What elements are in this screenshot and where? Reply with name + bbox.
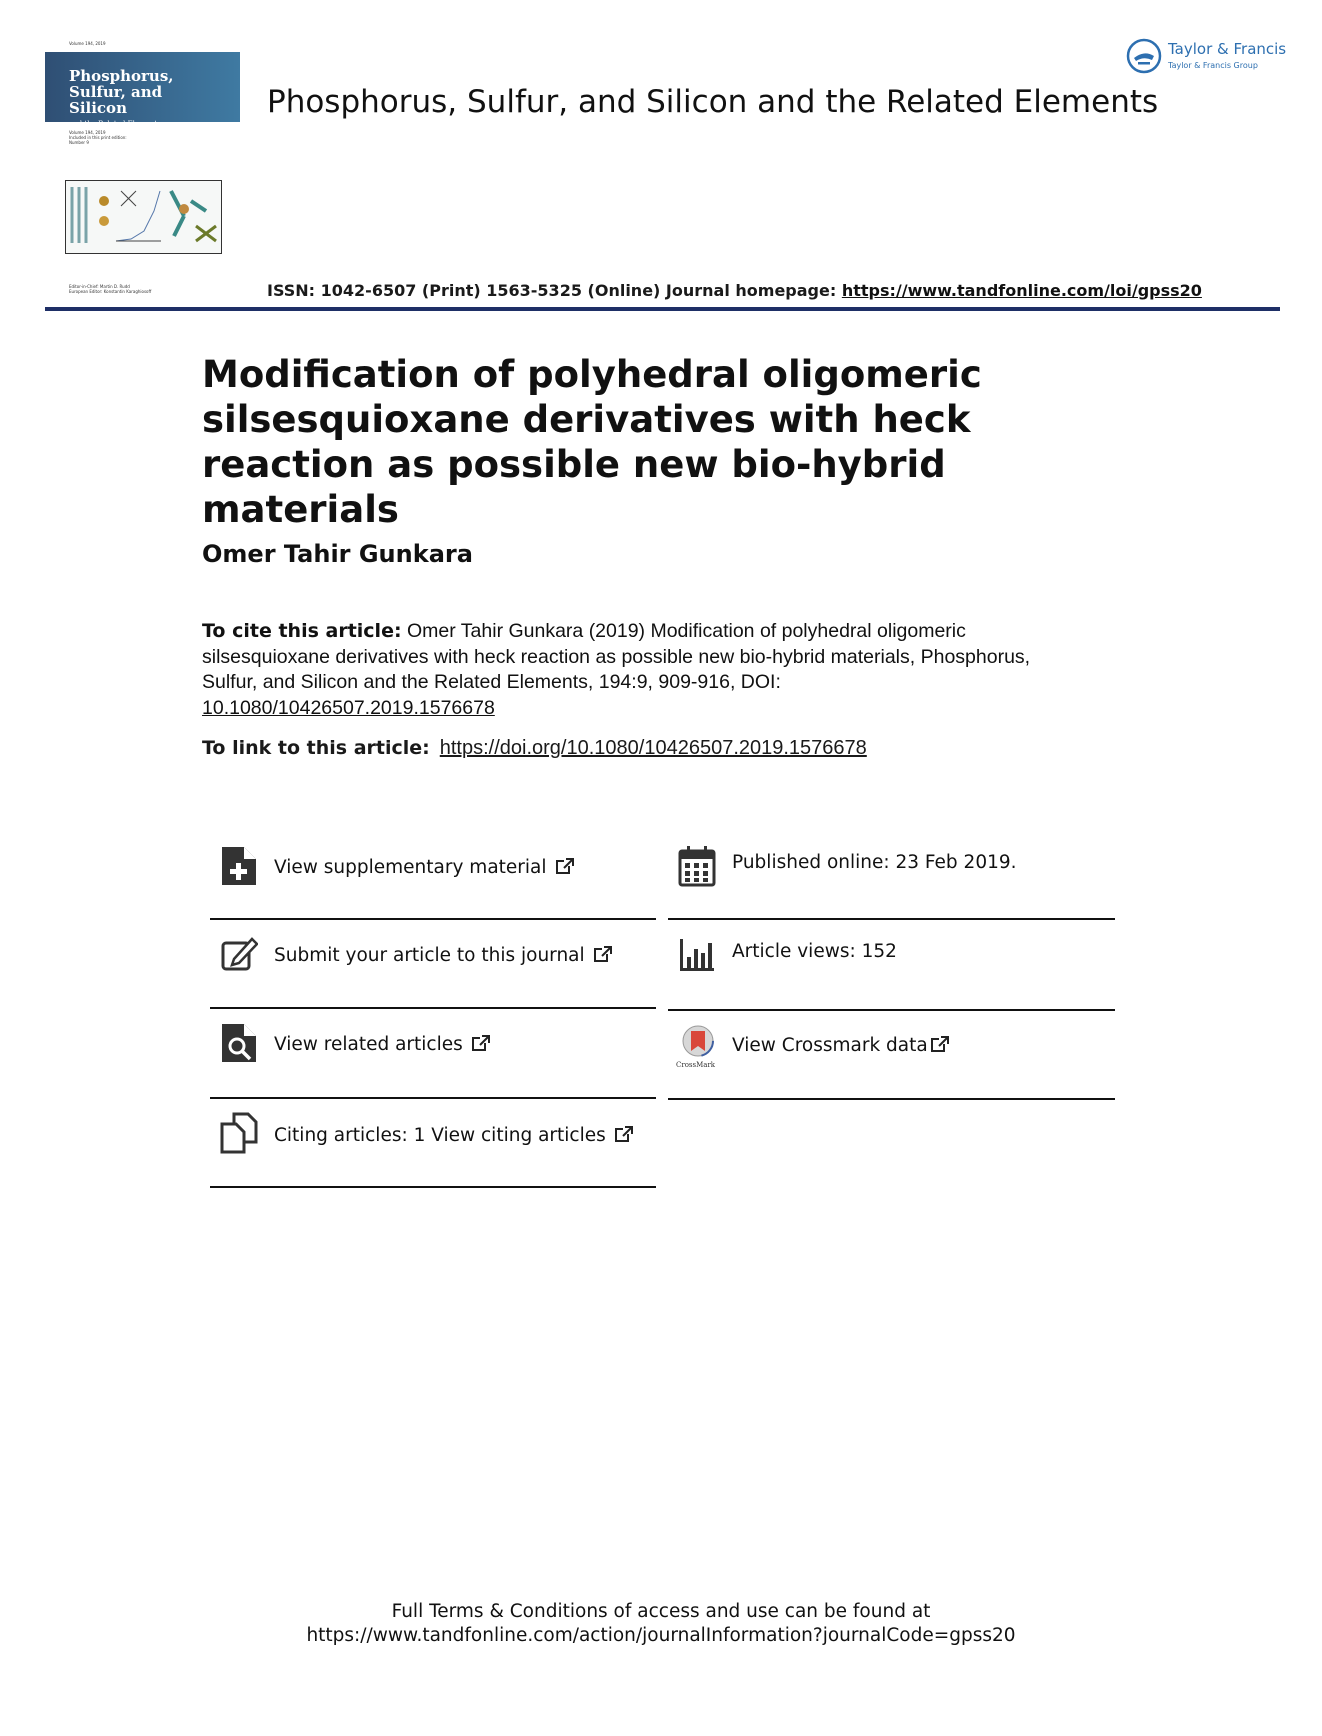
article-doi-url[interactable]: https://doi.org/10.1080/10426507.2019.1576678 — [439, 737, 867, 759]
crossmark-icon — [676, 1025, 720, 1059]
cover-title: Phosphorus, Sulfur, and Silicon — [69, 67, 174, 117]
bar-chart-icon — [678, 933, 716, 975]
divider — [668, 1009, 1115, 1011]
cover-graphic — [65, 180, 222, 254]
article-link-label: To link to this article: — [202, 737, 430, 759]
citation-doi-link[interactable]: 10.1080/10426507.2019.1576678 — [202, 696, 495, 719]
journal-homepage-link[interactable]: https://www.tandfonline.com/loi/gpss20 — [841, 281, 1202, 300]
footer — [0, 1600, 1322, 1648]
divider — [668, 1098, 1115, 1100]
external-link-icon — [471, 1034, 491, 1052]
issn-line — [267, 281, 1202, 300]
cover-editors: Editor-in-Chief: Martin D. Rudd European Editor: Konstantin Karaghiosoff — [69, 284, 152, 294]
article-views — [668, 933, 1113, 1003]
crossmark-label: View Crossmark data — [732, 1035, 928, 1056]
divider — [210, 1007, 656, 1009]
crossmark-logo-text: CrossMark — [676, 1061, 716, 1069]
article-link-row — [202, 737, 867, 760]
publisher-name: Taylor & Francis — [1168, 40, 1287, 58]
related-label: View related articles — [274, 1034, 463, 1055]
citation — [202, 619, 1062, 721]
divider — [210, 1186, 656, 1188]
document-search-icon — [220, 1022, 258, 1064]
external-link-icon — [593, 945, 613, 963]
publisher-group: Taylor & Francis Group — [1168, 61, 1258, 70]
citing-label: Citing articles: 1 View citing articles — [274, 1125, 606, 1146]
supplementary-material-link[interactable] — [210, 845, 655, 915]
published-label: Published online: 23 Feb 2019. — [732, 852, 1017, 873]
views-label: Article views: 152 — [732, 941, 897, 962]
cover-banner — [45, 52, 240, 128]
file-plus-icon — [220, 845, 258, 887]
journal-title: Phosphorus, Sulfur, and Silicon and the Related Elements — [267, 84, 1159, 120]
footer-terms-url[interactable]: https://www.tandfonline.com/action/journalInformation?journalCode=gpss20 — [306, 1625, 1016, 1646]
citing-articles-link[interactable] — [210, 1112, 655, 1182]
header-divider — [45, 307, 1280, 311]
article-author: Omer Tahir Gunkara — [202, 540, 473, 568]
related-articles-link[interactable] — [210, 1022, 655, 1092]
article-title: Modification of polyhedral oligomeric silsesquioxane derivatives with heck reaction as possible new bio-hybrid materials — [202, 353, 982, 531]
publisher-lamp-icon — [1126, 38, 1162, 74]
publisher-logo[interactable] — [1126, 38, 1287, 78]
citation-label: To cite this article: — [202, 620, 402, 642]
journal-cover — [45, 40, 240, 295]
cover-volume: Volume 194, 2019 — [69, 41, 106, 46]
external-link-icon — [555, 857, 575, 875]
issn-text: ISSN: 1042-6507 (Print) 1563-5325 (Online) Journal homepage: — [267, 281, 842, 300]
calendar-icon — [678, 845, 716, 887]
divider — [210, 918, 656, 920]
external-link-icon — [930, 1035, 950, 1053]
submit-label: Submit your article to this journal — [274, 945, 585, 966]
cover-molecule-graphic — [66, 181, 221, 253]
cover-issue-info: Volume 194, 2019 Included in this print edition: Number 9 — [69, 130, 127, 145]
divider — [668, 918, 1115, 920]
divider — [210, 1097, 656, 1099]
citation-text: Omer Tahir Gunkara (2019) Modification of polyhedral oligomeric silsesquioxane derivatives with heck reaction as possible new bio-hybrid materials, Phosphorus, Sulfur, and Silicon and the Related Elements, 194:9, 909-916, DOI: — [202, 620, 1031, 693]
footer-terms: Full Terms & Conditions of access and use can be found at — [391, 1601, 931, 1622]
submit-article-link[interactable] — [210, 933, 655, 1003]
supplementary-label: View supplementary material — [274, 857, 547, 878]
cover-subtitle: and the Related Elements — [69, 120, 161, 128]
copy-documents-icon — [220, 1112, 258, 1154]
crossmark-link[interactable] — [668, 1025, 1113, 1095]
external-link-icon — [614, 1125, 634, 1143]
crossmark-logo — [676, 1025, 720, 1067]
published-online — [668, 845, 1113, 915]
pencil-square-icon — [220, 933, 258, 975]
